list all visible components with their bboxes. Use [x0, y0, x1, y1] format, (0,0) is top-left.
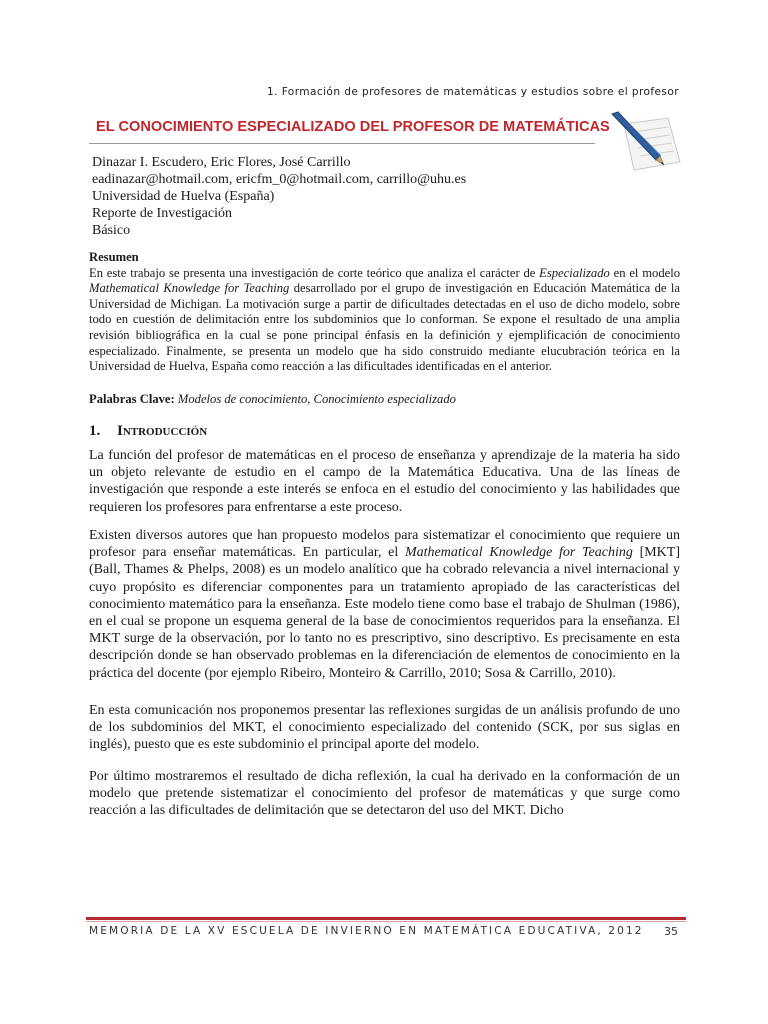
paragraph: Por último mostraremos el resultado de dicha reflexión, la cual ha derivado en la conformación de un modelo que pretende sistematizar el conocimiento del profesor de matemáticas y que surge como reacción a las dificultades de delimitación que se detectaron del uso del MKT. Dicho	[89, 769, 680, 819]
keywords-label: Palabras Clave:	[89, 392, 175, 406]
keywords	[89, 392, 456, 407]
running-header: 1. Formación de profesores de matemáticas y estudios sobre el profesor	[267, 86, 679, 98]
paragraph: En esta comunicación nos proponemos presentar las reflexiones surgidas de un análisis profundo de uno de los subdominios del MKT, el conocimiento especializado del contenido (SCK, por sus siglas en inglés), puesto que es este subdominio el principal aporte del modelo.	[89, 703, 680, 753]
report-type: Reporte de Investigación	[92, 206, 232, 221]
level: Básico	[92, 223, 131, 238]
footer-text: MEMORIA DE LA XV ESCUELA DE INVIERNO EN MATEMÁTICA EDUCATIVA, 2012	[89, 925, 644, 937]
authors: Dinazar I. Escudero, Eric Flores, José Carrillo	[92, 155, 351, 170]
author-block	[92, 154, 466, 239]
affiliation: Universidad de Huelva (España)	[92, 189, 275, 204]
paper-title: EL CONOCIMIENTO ESPECIALIZADO DEL PROFESOR DE MATEMÁTICAS	[96, 119, 610, 135]
abstract-text: En este trabajo se presenta una investigación de corte teórico que analiza el carácter de Especializado en el modelo Mathematical Knowledge for Teaching desarrollado por el grupo de investigación en Educación Matemática de la Universidad de Michigan. La motivación surge a partir de dificultades detectadas en el uso de dicho modelo, sobre todo en cuestión de delimitación entre los subdominios que lo conforman. Se expone el resultado de una amplia revisión bibliográfica en la cual se pone principal énfasis en la definición y ejemplificación de conocimiento especializado. Finalmente, se presenta un modelo que ha sido construido mediante elucubración teórica en la Universidad de Huelva, España como reacción a las dificultades identificadas en el anterior.	[89, 265, 680, 374]
paragraph: Existen diversos autores que han propuesto modelos para sistematizar el conocimiento que requiere un profesor para enseñar matemáticas. En particular, el Mathematical Knowledge for Teaching [MKT] (Ball, Thames & Phelps, 2008) es un modelo analítico que ha cobrado relevancia a nivel internacional y cuyo propósito es diferenciar componentes para un tratamiento apropiado de las características del conocimiento matemático para la enseñanza. Este modelo tiene como base el trabajo de Shulman (1986), en el cual se propone un esquema general de la base de conocimientos requeridos para la enseñanza. El MKT surge de la observación, por lo tanto no es prescriptivo, sino descriptivo. Es precisamente en esta descripción donde se han observado problemas en la diferenciación de elementos de conocimiento en la práctica del docente (por ejemplo Ribeiro, Monteiro & Carrillo, 2010; Sosa & Carrillo, 2010).	[89, 528, 681, 681]
page-number: 35	[664, 925, 678, 938]
abstract	[89, 250, 680, 375]
pen-on-paper-icon	[606, 110, 686, 178]
title-divider	[89, 143, 595, 144]
section-heading-introduction: 1. Introducción	[89, 423, 208, 439]
keywords-value: Modelos de conocimiento, Conocimiento especializado	[177, 392, 456, 406]
paragraph: La función del profesor de matemáticas en el proceso de enseñanza y aprendizaje de la materia ha sido un objeto relevante de estudio en el campo de la Matemática Educativa. Una de las líneas de investigación que responde a este interés se enfoca en el estudio del conocimiento y las habilidades que requieren los profesores para enfrentarse a este proceso.	[89, 448, 680, 515]
abstract-heading: Resumen	[89, 250, 139, 264]
footer-divider	[86, 917, 686, 920]
author-emails: eadinazar@hotmail.com, ericfm_0@hotmail.com, carrillo@uhu.es	[92, 172, 467, 187]
footer-divider-thin	[86, 921, 686, 922]
